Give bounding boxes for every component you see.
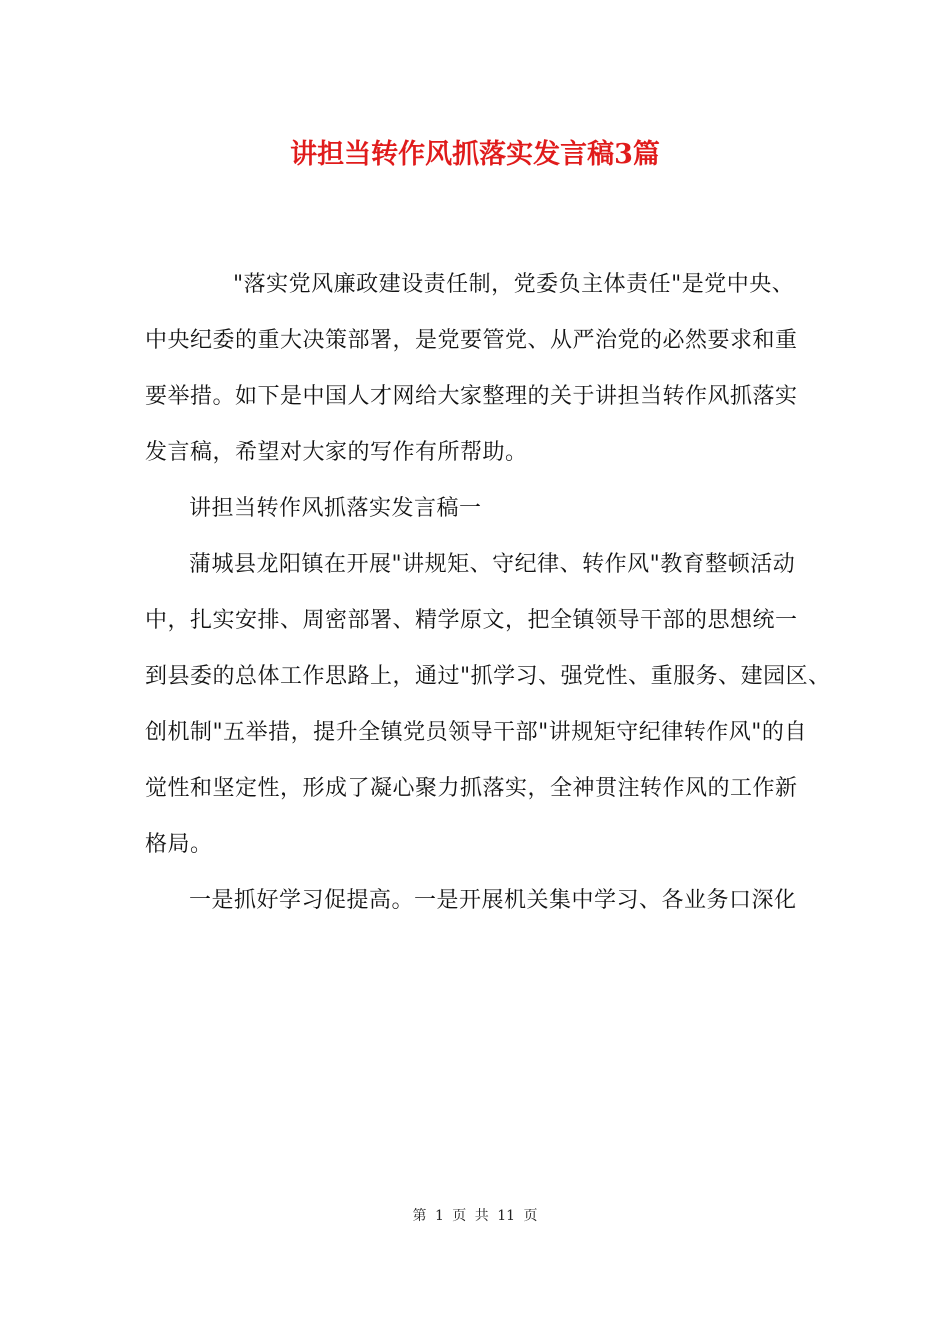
paragraph-line: 格局。 [145, 832, 213, 857]
paragraph-line: 蒲城县龙阳镇在开展"讲规矩、守纪律、转作风"教育整顿活动 [189, 552, 796, 577]
paragraph-line: "落实党风廉政建设责任制，党委负主体责任"是党中央、 [233, 272, 795, 297]
section-heading: 讲担当转作风抓落实发言稿一 [189, 496, 482, 521]
page-number-footer: 第 1 页 共 11 页 [412, 1208, 538, 1224]
paragraph-line: 发言稿，希望对大家的写作有所帮助。 [145, 440, 528, 465]
paragraph-line: 觉性和坚定性，形成了凝心聚力抓落实，全神贯注转作风的工作新 [145, 776, 798, 801]
document-body [145, 265, 831, 937]
paragraph-line: 创机制"五举措，提升全镇党员领导干部"讲规矩守纪律转作风"的自 [145, 720, 807, 745]
paragraph-line: 中央纪委的重大决策部署，是党要管党、从严治党的必然要求和重 [145, 328, 798, 353]
document-title: 讲担当转作风抓落实发言稿3篇 [290, 139, 660, 170]
paragraph-line: 中，扎实安排、周密部署、精学原文，把全镇领导干部的思想统一 [145, 608, 798, 633]
paragraph-line: 要举措。如下是中国人才网给大家整理的关于讲担当转作风抓落实 [145, 384, 798, 409]
paragraph-line: 到县委的总体工作思路上，通过"抓学习、强党性、重服务、建园区、 [145, 664, 831, 689]
paragraph-line: 一是抓好学习促提高。一是开展机关集中学习、各业务口深化 [189, 888, 797, 913]
